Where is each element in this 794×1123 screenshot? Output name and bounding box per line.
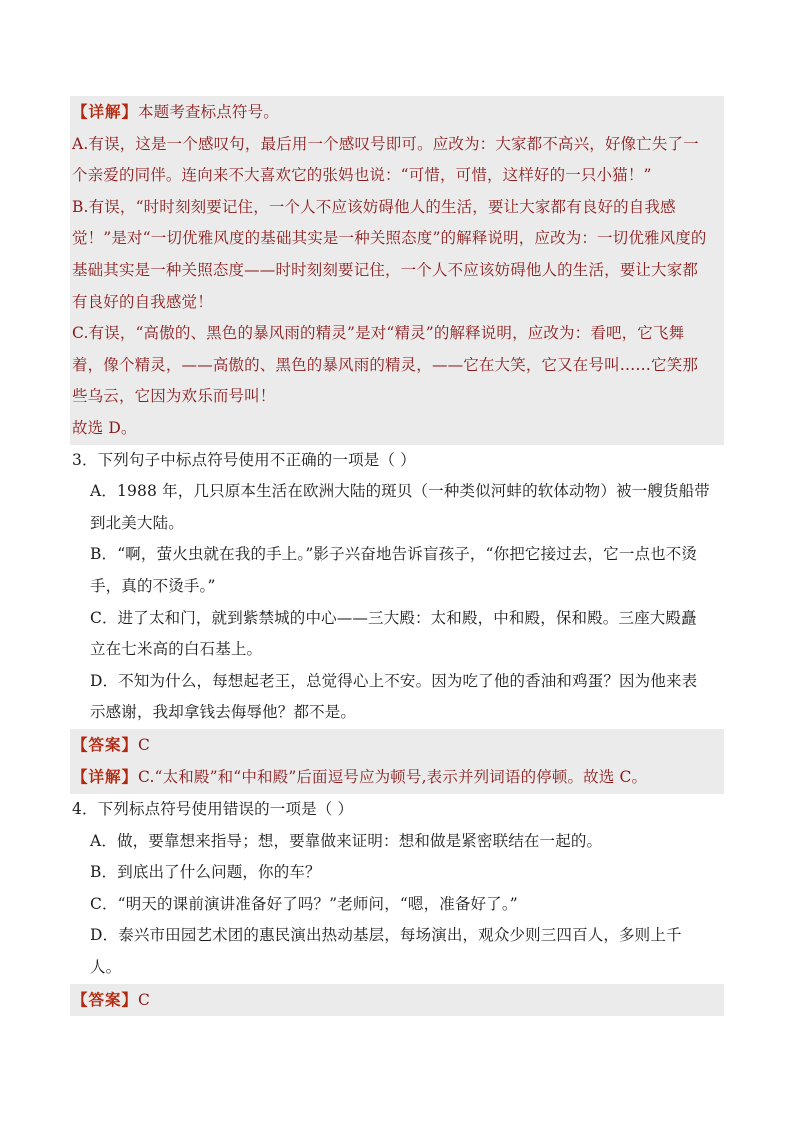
explanation-tag: 【详解】	[72, 102, 139, 121]
option-b: B．“啊，萤火虫就在我的手上。”影子兴奋地告诉盲孩子，“你把它接过去，它一点也不烫	[90, 545, 698, 564]
explanation-block	[70, 96, 724, 445]
option-a: A．做，要靠想来指导；想，要靠做来证明：想和做是紧密联结在一起的。	[90, 831, 603, 850]
explanation-line: 故选 D。	[72, 418, 137, 437]
option-d: D．泰兴市田园艺术团的惠民演出热动基层，每场演出，观众少则三四百人，多则上千	[90, 926, 682, 945]
option-c: C．进了太和门，就到紫禁城的中心——三大殿：太和殿，中和殿，保和殿。三座大殿矗	[90, 608, 697, 627]
answer-tag: 【答案】	[72, 734, 139, 754]
option-b: B．到底出了什么问题，你的车？	[90, 863, 321, 882]
option-a-continued: 到北美大陆。	[90, 513, 184, 532]
question-stem: 4．下列标点符号使用错误的一项是（ ）	[72, 800, 354, 819]
answer-value: C	[138, 735, 151, 754]
option-b-continued: 手，真的不烫手。”	[90, 576, 216, 595]
explanation-line: 基础其实是一种关照态度——时时刻刻要记住，一个人不应该妨碍他人的生活，要让大家都	[72, 260, 699, 279]
explanation-line: A.有误，这是一个感叹句，最后用一个感叹号即可。应改为：大家都不高兴，好像亡失了一	[72, 134, 699, 153]
explanation-line: 些乌云，它因为欢乐而号叫！	[72, 387, 276, 406]
question-stem: 3．下列句子中标点符号使用不正确的一项是（ ）	[72, 450, 416, 469]
question-3	[70, 445, 724, 729]
option-d-continued: 示感谢，我却拿钱去侮辱他？都不是。	[90, 703, 357, 722]
answer-block	[70, 729, 724, 794]
option-c-continued: 立在七米高的白石基上。	[90, 640, 263, 659]
answer-block	[70, 984, 724, 1017]
explanation-line: C.有误，“高傲的、黑色的暴风雨的精灵”是对“精灵”的解释说明，应改为：看吧，它飞舞	[72, 324, 685, 343]
explanation-line: 【详解】本题考查标点符号。	[72, 102, 279, 121]
answer-line	[72, 729, 722, 762]
explanation-line: 着，像个精灵，——高傲的、黑色的暴风雨的精灵，——它在大笑，它又在号叫……它笑那	[72, 355, 699, 374]
explanation-line: B.有误，“时时刻刻要记住，一个人不应该妨碍他人的生活，要让大家都有良好的自我感	[72, 197, 676, 216]
explanation-line: 个亲爱的同伴。连向来不大喜欢它的张妈也说：“可惜，可惜，这样好的一只小猫！”	[72, 166, 652, 185]
option-c: C．“明天的课前演讲准备好了吗？”老师问，“嗯，准备好了。”	[90, 894, 518, 913]
option-a: A．1988 年，几只原本生活在欧洲大陆的斑贝（一种类似河蚌的软体动物）被一艘货船带	[90, 482, 710, 501]
question-4	[70, 794, 724, 984]
option-d: D．不知为什么，每想起老王，总觉得心上不安。因为吃了他的香油和鸡蛋？因为他来表	[90, 671, 698, 690]
explanation-tag: 【详解】	[72, 767, 139, 787]
explanation-line: 【详解】C.“太和殿”和“中和殿”后面逗号应为顿号,表示并列词语的停顿。故选 C。	[72, 767, 648, 787]
answer-value: C	[138, 990, 151, 1009]
answer-tag: 【答案】	[72, 989, 139, 1009]
answer-line	[72, 984, 722, 1017]
explanation-line: 觉！”是对“一切优雅风度的基础其实是一种关照态度”的解释说明，应改为：一切优雅风度的	[72, 229, 707, 248]
page-content	[70, 96, 724, 1016]
explanation-line: 有良好的自我感觉！	[72, 292, 213, 311]
option-d-continued: 人。	[90, 958, 122, 977]
